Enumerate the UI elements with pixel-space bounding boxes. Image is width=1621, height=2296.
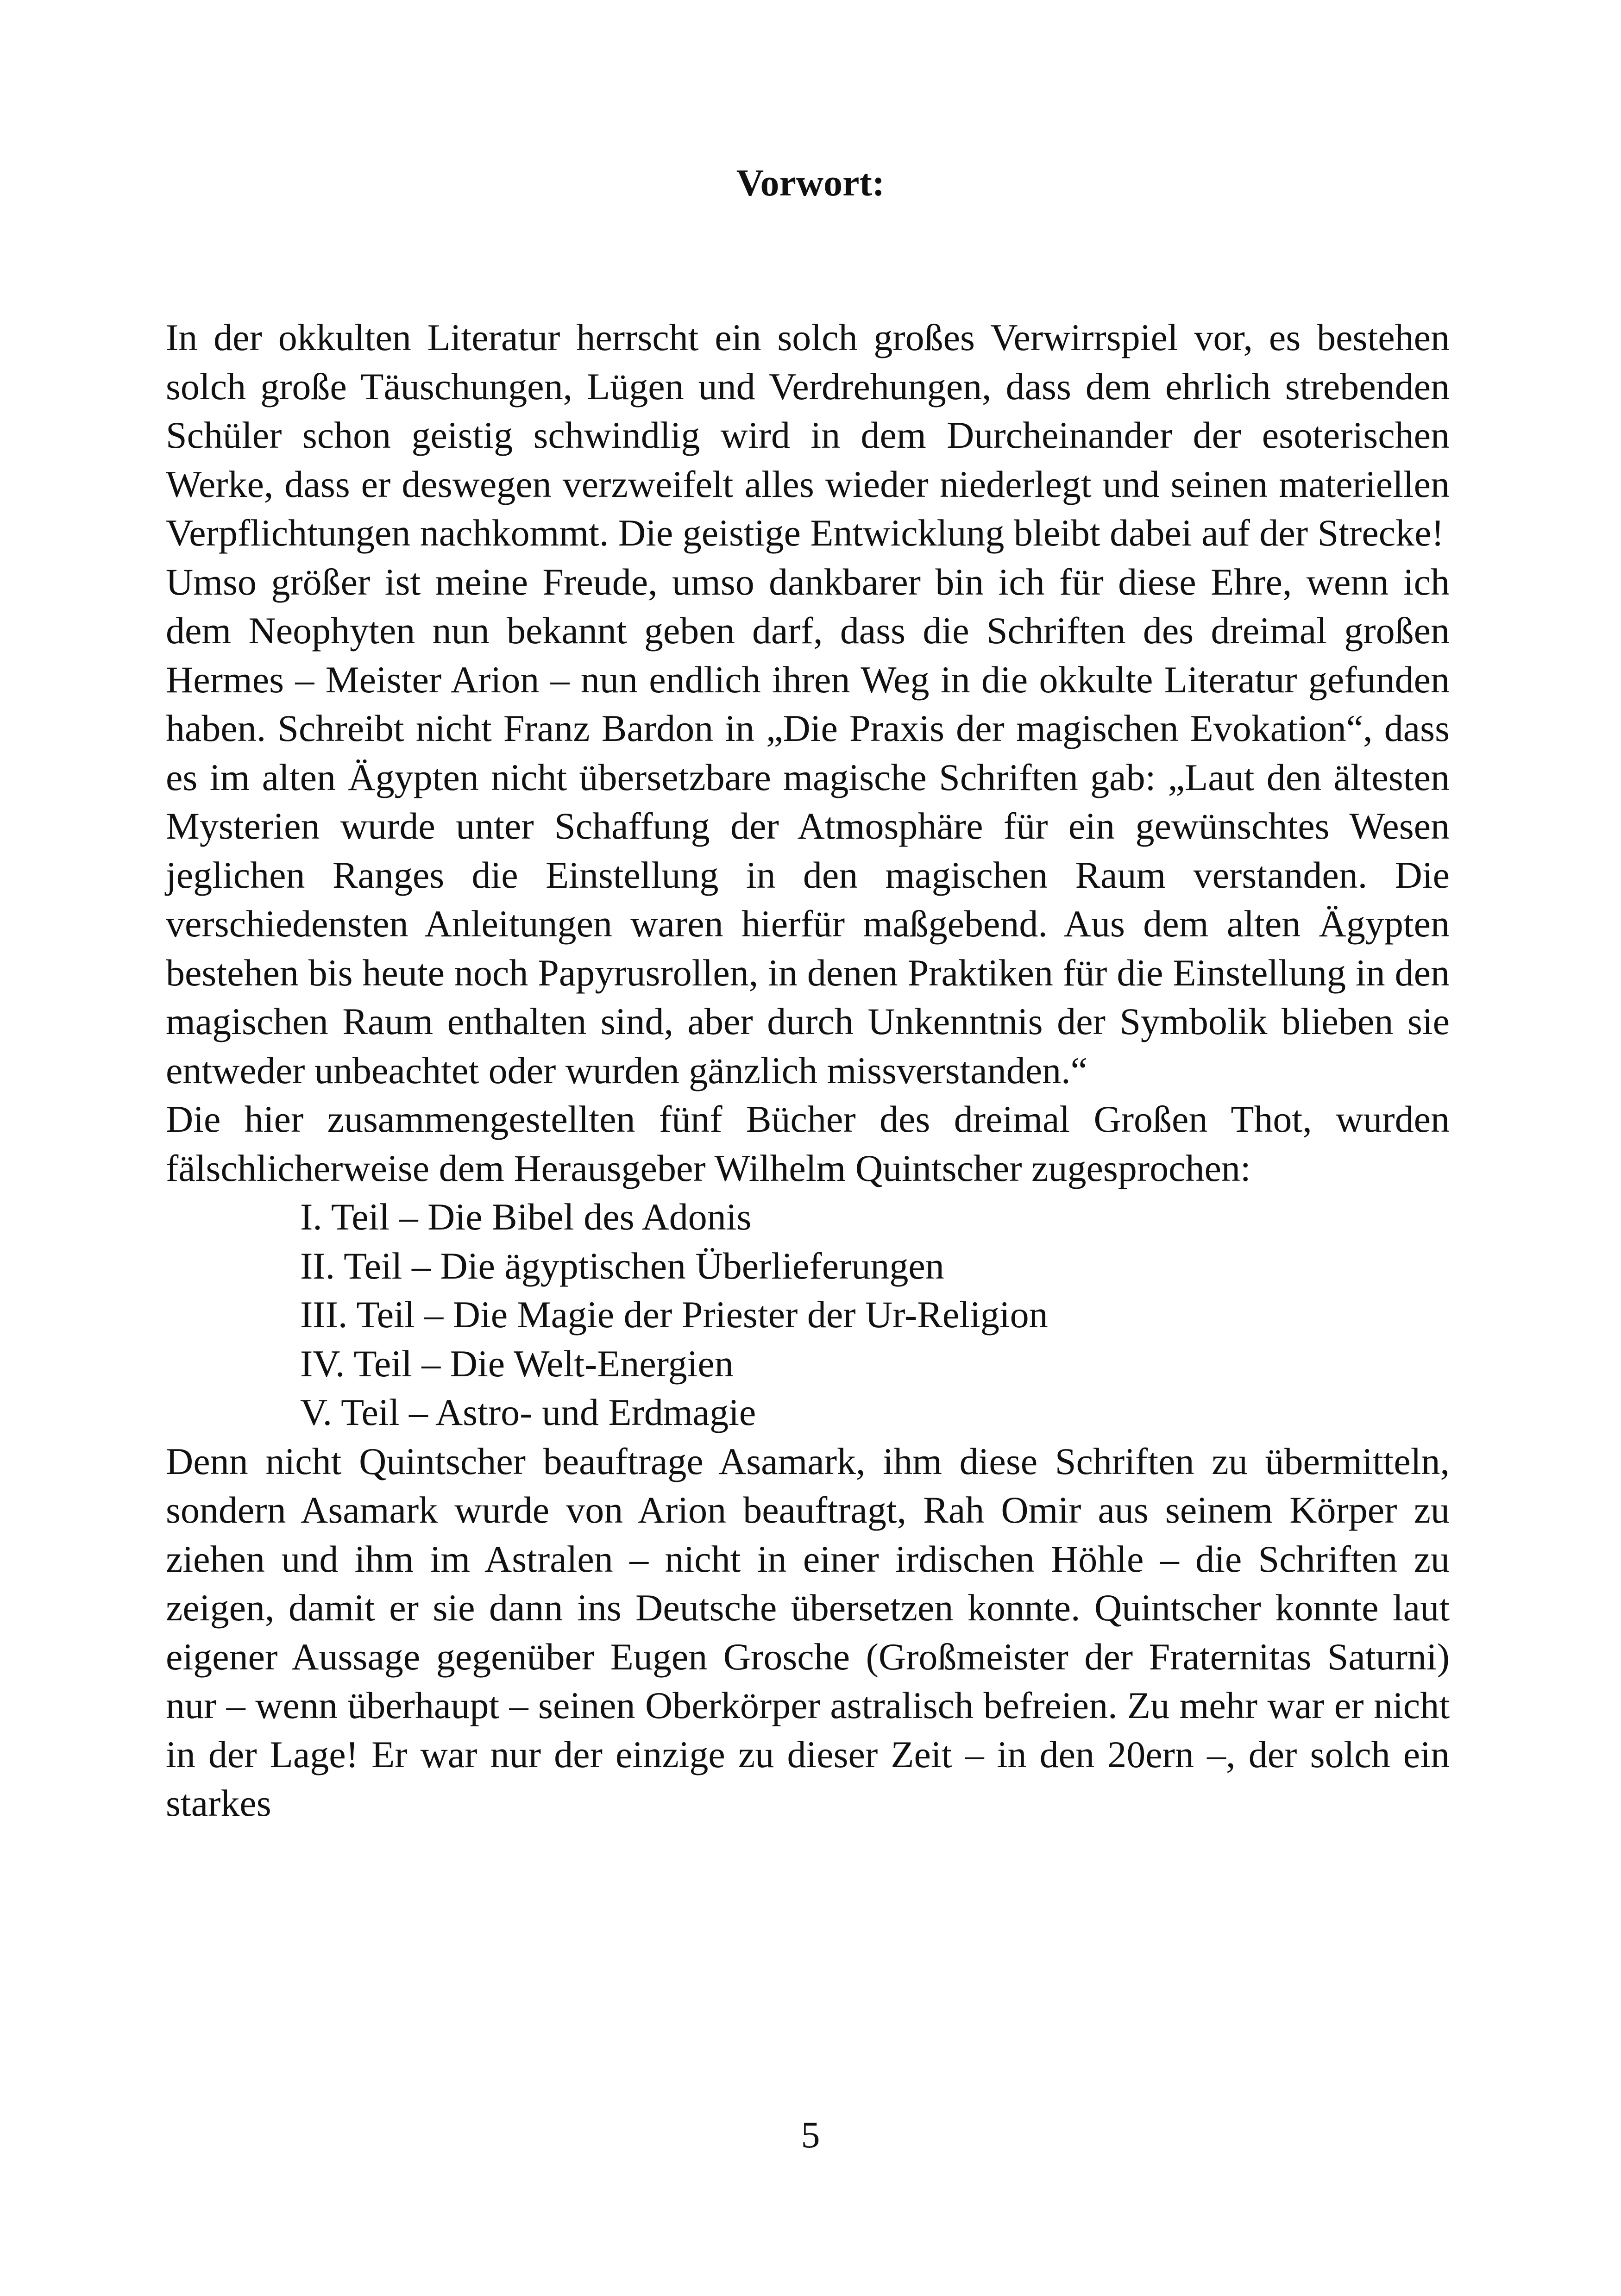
paragraph-intro: In der okkulten Literatur herrscht ein solch großes Verwirrspiel vor, es bestehen solch große Täuschungen, Lügen und Verdrehungen, dass dem ehrlich strebenden Schüler schon geistig schwindlig wird in dem Durcheinander der esoterischen Werke, dass er deswegen verzweifelt alles wieder niederlegt und seinen materiellen Verpflichtungen nachkommt. Die geistige Entwicklung bleibt dabei auf der Strecke! <box>166 316 1450 554</box>
list-item: I. Teil – Die Bibel des Adonis <box>300 1196 752 1238</box>
body-text <box>166 313 1450 1828</box>
page-heading: Vorwort: <box>736 162 885 204</box>
list-item: III. Teil – Die Magie der Priester der Ur-Religion <box>300 1293 1048 1336</box>
paragraph-hermes: Umso größer ist meine Freude, umso dankbarer bin ich für diese Ehre, wenn ich dem Neophyten nun bekannt geben darf, dass die Schriften des dreimal großen Hermes – Meister Arion – nun endlich ihren Weg in die okkulte Literatur gefunden haben. Schreibt nicht Franz Bardon in „Die Praxis der magischen Evokation“, dass es im alten Ägypten nicht übersetzbare magische Schriften gab: „Laut den ältesten Mysterien wurde unter Schaffung der Atmosphäre für ein gewünschtes Wesen jeglichen Ranges die Einstellung in den magischen Raum verstanden. Die verschiedensten Anleitungen waren hierfür maßgebend. Aus dem alten Ägypten bestehen bis heute noch Papyrusrollen, in denen Praktiken für die Einstellung in den magischen Raum enthalten sind, aber durch Unkenntnis der Symbolik blieben sie entweder unbeachtet oder wurden gänzlich missverstanden.“ <box>166 560 1450 1092</box>
list-item: II. Teil – Die ägyptischen Überlieferungen <box>300 1244 944 1287</box>
list-item: V. Teil – Astro- und Erdmagie <box>300 1391 756 1433</box>
page-number: 5 <box>801 2114 820 2156</box>
paragraph-closing: Denn nicht Quintscher beauftrage Asamark, ihm diese Schriften zu übermitteln, sondern Asamark wurde von Arion beauftragt, Rah Omir aus seinem Körper zu ziehen und ihm im Astralen – nicht in einer irdischen Höhle – die Schriften zu zeigen, damit er sie dann ins Deutsche übersetzen konnte. Quintscher konnte laut eigener Aussage gegenüber Eugen Grosche (Großmeister der Fraternitas Saturni) nur – wenn überhaupt – seinen Oberkörper astralisch befreien. Zu mehr war er nicht in der Lage! Er war nur der einzige zu dieser Zeit – in den 20ern –, der solch ein starkes <box>166 1440 1450 1824</box>
parts-list <box>166 1192 1450 1437</box>
paragraph-books: Die hier zusammengestellten fünf Bücher des dreimal Großen Thot, wurden fälschlicherweise dem Herausgeber Wilhelm Quintscher zugesprochen: <box>166 1098 1450 1189</box>
list-item: IV. Teil – Die Welt-Energien <box>300 1342 734 1385</box>
